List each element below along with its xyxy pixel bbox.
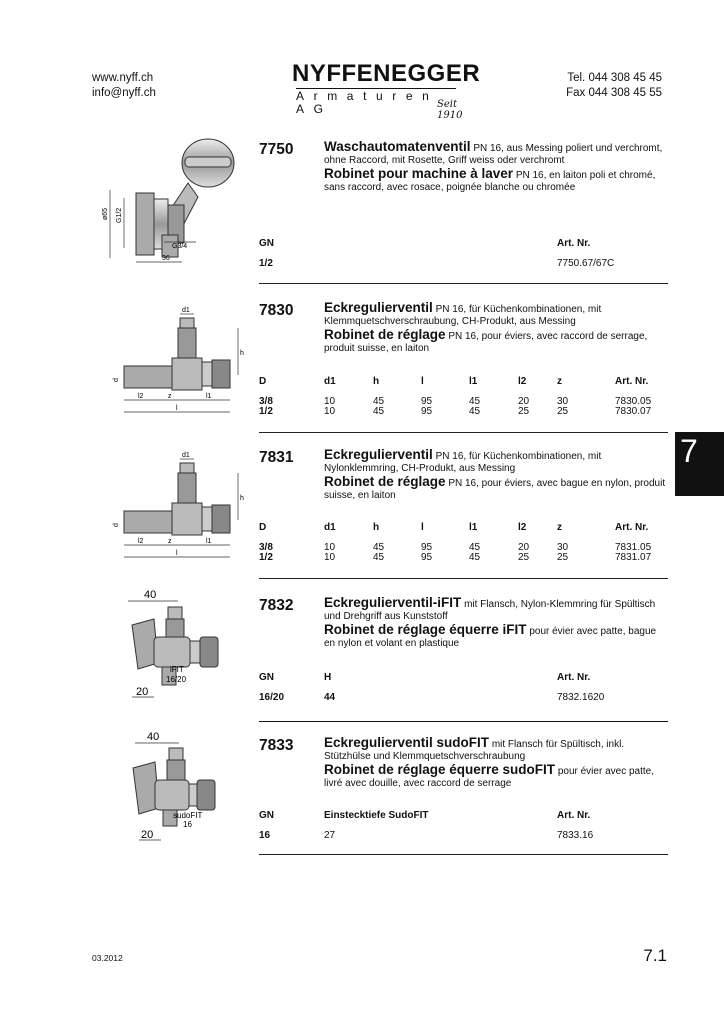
fig-7831-label-3: l2 [138, 538, 144, 545]
col-art-nr: Art. Nr. [615, 522, 649, 533]
title-fr: Robinet de réglage [324, 474, 446, 489]
fig-7830-label-1: h [240, 350, 244, 357]
col-einstecktiefe: Einstecktiefe SudoFIT [324, 810, 429, 821]
product-code: 7830 [259, 302, 294, 319]
header-contact-right [566, 71, 662, 101]
title-fr: Robinet de réglage [324, 327, 446, 342]
fig-7830-label-4: z [168, 393, 172, 400]
fig-7833-label-1: sudoFIT [173, 811, 203, 820]
cell-art-nr: 7830.05 [615, 396, 652, 407]
title-de: Eckregulierventil [324, 447, 433, 462]
cell-l1: 45 [469, 552, 481, 563]
spec-table [259, 238, 668, 270]
table-row [259, 692, 668, 704]
cell-l1: 45 [469, 406, 481, 417]
logo-since: Seit 1910 [437, 99, 463, 121]
cell-h: 45 [373, 406, 385, 417]
cell-d: 3/8 [259, 396, 273, 407]
fig-7830-label-3: l2 [138, 393, 144, 400]
product-7833 [259, 737, 668, 859]
table-header [259, 810, 668, 822]
fig-7832-label-3: 20 [136, 686, 149, 698]
company-logo [292, 60, 482, 121]
cell-art-nr: 7831.05 [615, 542, 652, 553]
cell-gn: 1/2 [259, 258, 273, 269]
table-row [259, 552, 668, 562]
col-l1: l1 [469, 376, 478, 387]
figure-7832-ifit-valve [118, 585, 228, 710]
cell-d1: 10 [324, 396, 336, 407]
fig-7831-label-1: h [240, 495, 244, 502]
cell-z: 25 [557, 406, 569, 417]
cell-l1: 45 [469, 396, 481, 407]
table-row [259, 830, 668, 842]
cell-d1: 10 [324, 542, 336, 553]
col-gn: GN [259, 238, 274, 249]
header-contact-left [92, 71, 156, 101]
fig-7831-label-6: l [176, 550, 178, 557]
col-h: H [324, 672, 332, 683]
text-de: PN 16, für Küchenkombinationen, mit Klemmquetschverschraubung, CH-Produkt, aus Messing [324, 304, 602, 327]
cell-l2: 25 [518, 406, 530, 417]
cell-h: 45 [373, 396, 385, 407]
cell-l: 95 [421, 396, 433, 407]
product-7831 [259, 449, 668, 581]
title-de: Eckregulierventil sudoFIT [324, 735, 490, 750]
fig-7832-label-1: iFIT [170, 665, 184, 674]
col-l1: l1 [469, 522, 478, 533]
section-divider [259, 283, 668, 284]
col-d1: d1 [324, 376, 336, 387]
text-fr: pour évier avec patte, livré avec douille, avec raccord de serrage [324, 766, 654, 789]
fig-7750-label-3: 36 [162, 255, 170, 262]
product-description [324, 302, 668, 356]
footer-date: 03.2012 [92, 953, 123, 963]
fig-7833-label-0: 40 [147, 731, 160, 743]
email-link[interactable]: info@nyff.ch [92, 87, 156, 99]
page-number: 7.1 [643, 946, 667, 965]
fig-7750-label-0: ø65 [102, 207, 109, 220]
col-d1: d1 [324, 522, 336, 533]
cell-l2: 20 [518, 396, 530, 407]
fig-7750-label-1: G1/2 [116, 207, 123, 223]
table-row [259, 258, 668, 270]
logo-name: NYFFENEGGER [292, 60, 481, 87]
col-art-nr: Art. Nr. [615, 376, 649, 387]
fig-7830-label-2: d [113, 378, 120, 382]
table-header [259, 238, 668, 250]
cell-art-nr: 7832.1620 [557, 692, 605, 703]
product-code: 7831 [259, 449, 294, 466]
cell-einstecktiefe: 27 [324, 830, 336, 841]
fax-number: Fax 044 308 45 55 [566, 87, 662, 99]
figure-7750-washing-machine-valve [100, 135, 250, 270]
text-fr: PN 16, pour éviers, avec raccord de serrage, produit suisse, en laiton [324, 331, 648, 354]
product-code: 7833 [259, 737, 294, 754]
text-fr: PN 16, pour éviers, avec bague en nylon, produit suisse, en laiton [324, 478, 666, 501]
col-h: h [373, 376, 380, 387]
table-row [259, 406, 668, 416]
product-code: 7832 [259, 597, 294, 614]
title-fr: Robinet de réglage équerre iFIT [324, 622, 527, 637]
col-l: l [421, 522, 424, 533]
product-description [324, 449, 668, 503]
title-de: Eckregulierventil-iFIT [324, 595, 462, 610]
cell-l2: 25 [518, 552, 530, 563]
col-gn: GN [259, 672, 274, 683]
text-de: mit Flansch, Nylon-Klemmring für Spültisch und Drehgriff aus Kunststoff [324, 599, 656, 622]
section-divider [259, 854, 668, 855]
table-header [259, 376, 668, 388]
product-description [324, 141, 668, 195]
cell-art-nr: 7831.07 [615, 552, 652, 563]
table-header [259, 672, 668, 684]
fig-7750-label-2: G3/4 [172, 243, 188, 250]
fig-7832-label-2: 16/20 [166, 675, 187, 684]
text-de: PN 16, aus Messing poliert und verchromt, ohne Raccord, mit Rosette, Griff weiss oder verchromt [324, 143, 663, 166]
table-row [259, 396, 668, 406]
title-fr: Robinet pour machine à laver [324, 166, 514, 181]
product-description [324, 737, 668, 791]
spec-table [259, 672, 668, 704]
cell-d: 1/2 [259, 552, 273, 563]
section-divider [259, 432, 668, 433]
title-fr: Robinet de réglage équerre sudoFIT [324, 762, 556, 777]
title-de: Waschautomatenventil [324, 139, 471, 154]
fig-7831-label-0: d1 [182, 452, 190, 459]
spec-table [259, 522, 668, 562]
spec-table [259, 376, 668, 416]
figure-7831-angle-valve [100, 445, 250, 570]
cell-z: 30 [557, 396, 569, 407]
cell-l1: 45 [469, 542, 481, 553]
product-description [324, 597, 668, 651]
product-7830 [259, 302, 668, 434]
cell-d: 1/2 [259, 406, 273, 417]
cell-h: 45 [373, 552, 385, 563]
spec-table [259, 810, 668, 842]
fig-7831-label-2: d [113, 523, 120, 527]
phone-number: Tel. 044 308 45 45 [567, 72, 662, 84]
text-de: PN 16, für Küchenkombinationen, mit Nylonklemmring, CH-Produkt, aus Messing [324, 451, 602, 474]
fig-7831-label-5: l1 [206, 538, 212, 545]
website-link[interactable]: www.nyff.ch [92, 72, 154, 84]
col-art-nr: Art. Nr. [557, 672, 591, 683]
cell-h: 45 [373, 542, 385, 553]
cell-d: 3/8 [259, 542, 273, 553]
col-art-nr: Art. Nr. [557, 238, 591, 249]
title-de: Eckregulierventil [324, 300, 433, 315]
cell-d1: 10 [324, 552, 336, 563]
chapter-tab: 7 [675, 432, 724, 496]
section-divider [259, 721, 668, 722]
col-h: h [373, 522, 380, 533]
logo-subtitle: Armaturen AG [296, 89, 439, 116]
col-l: l [421, 376, 424, 387]
cell-art-nr: 7830.07 [615, 406, 652, 417]
cell-h: 44 [324, 692, 336, 703]
fig-7832-label-0: 40 [144, 589, 157, 601]
cell-z: 30 [557, 542, 569, 553]
figure-7830-angle-valve [100, 300, 250, 425]
col-art-nr: Art. Nr. [557, 810, 591, 821]
cell-l: 95 [421, 542, 433, 553]
product-7750 [259, 141, 668, 286]
fig-7830-label-6: l [176, 405, 178, 412]
fig-7830-label-5: l1 [206, 393, 212, 400]
cell-art-nr: 7833.16 [557, 830, 594, 841]
fig-7833-label-2: 16 [183, 820, 192, 829]
col-z: z [557, 376, 562, 387]
text-de: mit Flansch für Spültisch, inkl. Stützhülse und Klemmquetschverschraubung [324, 739, 625, 762]
cell-gn: 16/20 [259, 692, 285, 703]
table-header [259, 522, 668, 534]
product-code: 7750 [259, 141, 294, 158]
fig-7831-label-4: z [168, 538, 172, 545]
fig-7833-label-3: 20 [141, 829, 154, 841]
col-z: z [557, 522, 562, 533]
col-d: D [259, 522, 267, 533]
text-fr: PN 16, en laiton poli et chromé, sans raccord, avec rosace, poignée blanche ou chromée [324, 170, 656, 193]
col-d: D [259, 376, 267, 387]
cell-l: 95 [421, 552, 433, 563]
cell-gn: 16 [259, 830, 271, 841]
col-l2: l2 [518, 522, 527, 533]
col-l2: l2 [518, 376, 527, 387]
cell-l: 95 [421, 406, 433, 417]
table-row [259, 542, 668, 552]
figure-7833-sudofit-valve [125, 728, 225, 848]
product-7832 [259, 597, 668, 725]
cell-art-nr: 7750.67/67C [557, 258, 615, 269]
section-divider [259, 578, 668, 579]
cell-d1: 10 [324, 406, 336, 417]
cell-l2: 20 [518, 542, 530, 553]
text-fr: pour évier avec patte, bague en nylon et volant en plastique [324, 626, 657, 649]
cell-z: 25 [557, 552, 569, 563]
fig-7830-label-0: d1 [182, 307, 190, 314]
col-gn: GN [259, 810, 274, 821]
